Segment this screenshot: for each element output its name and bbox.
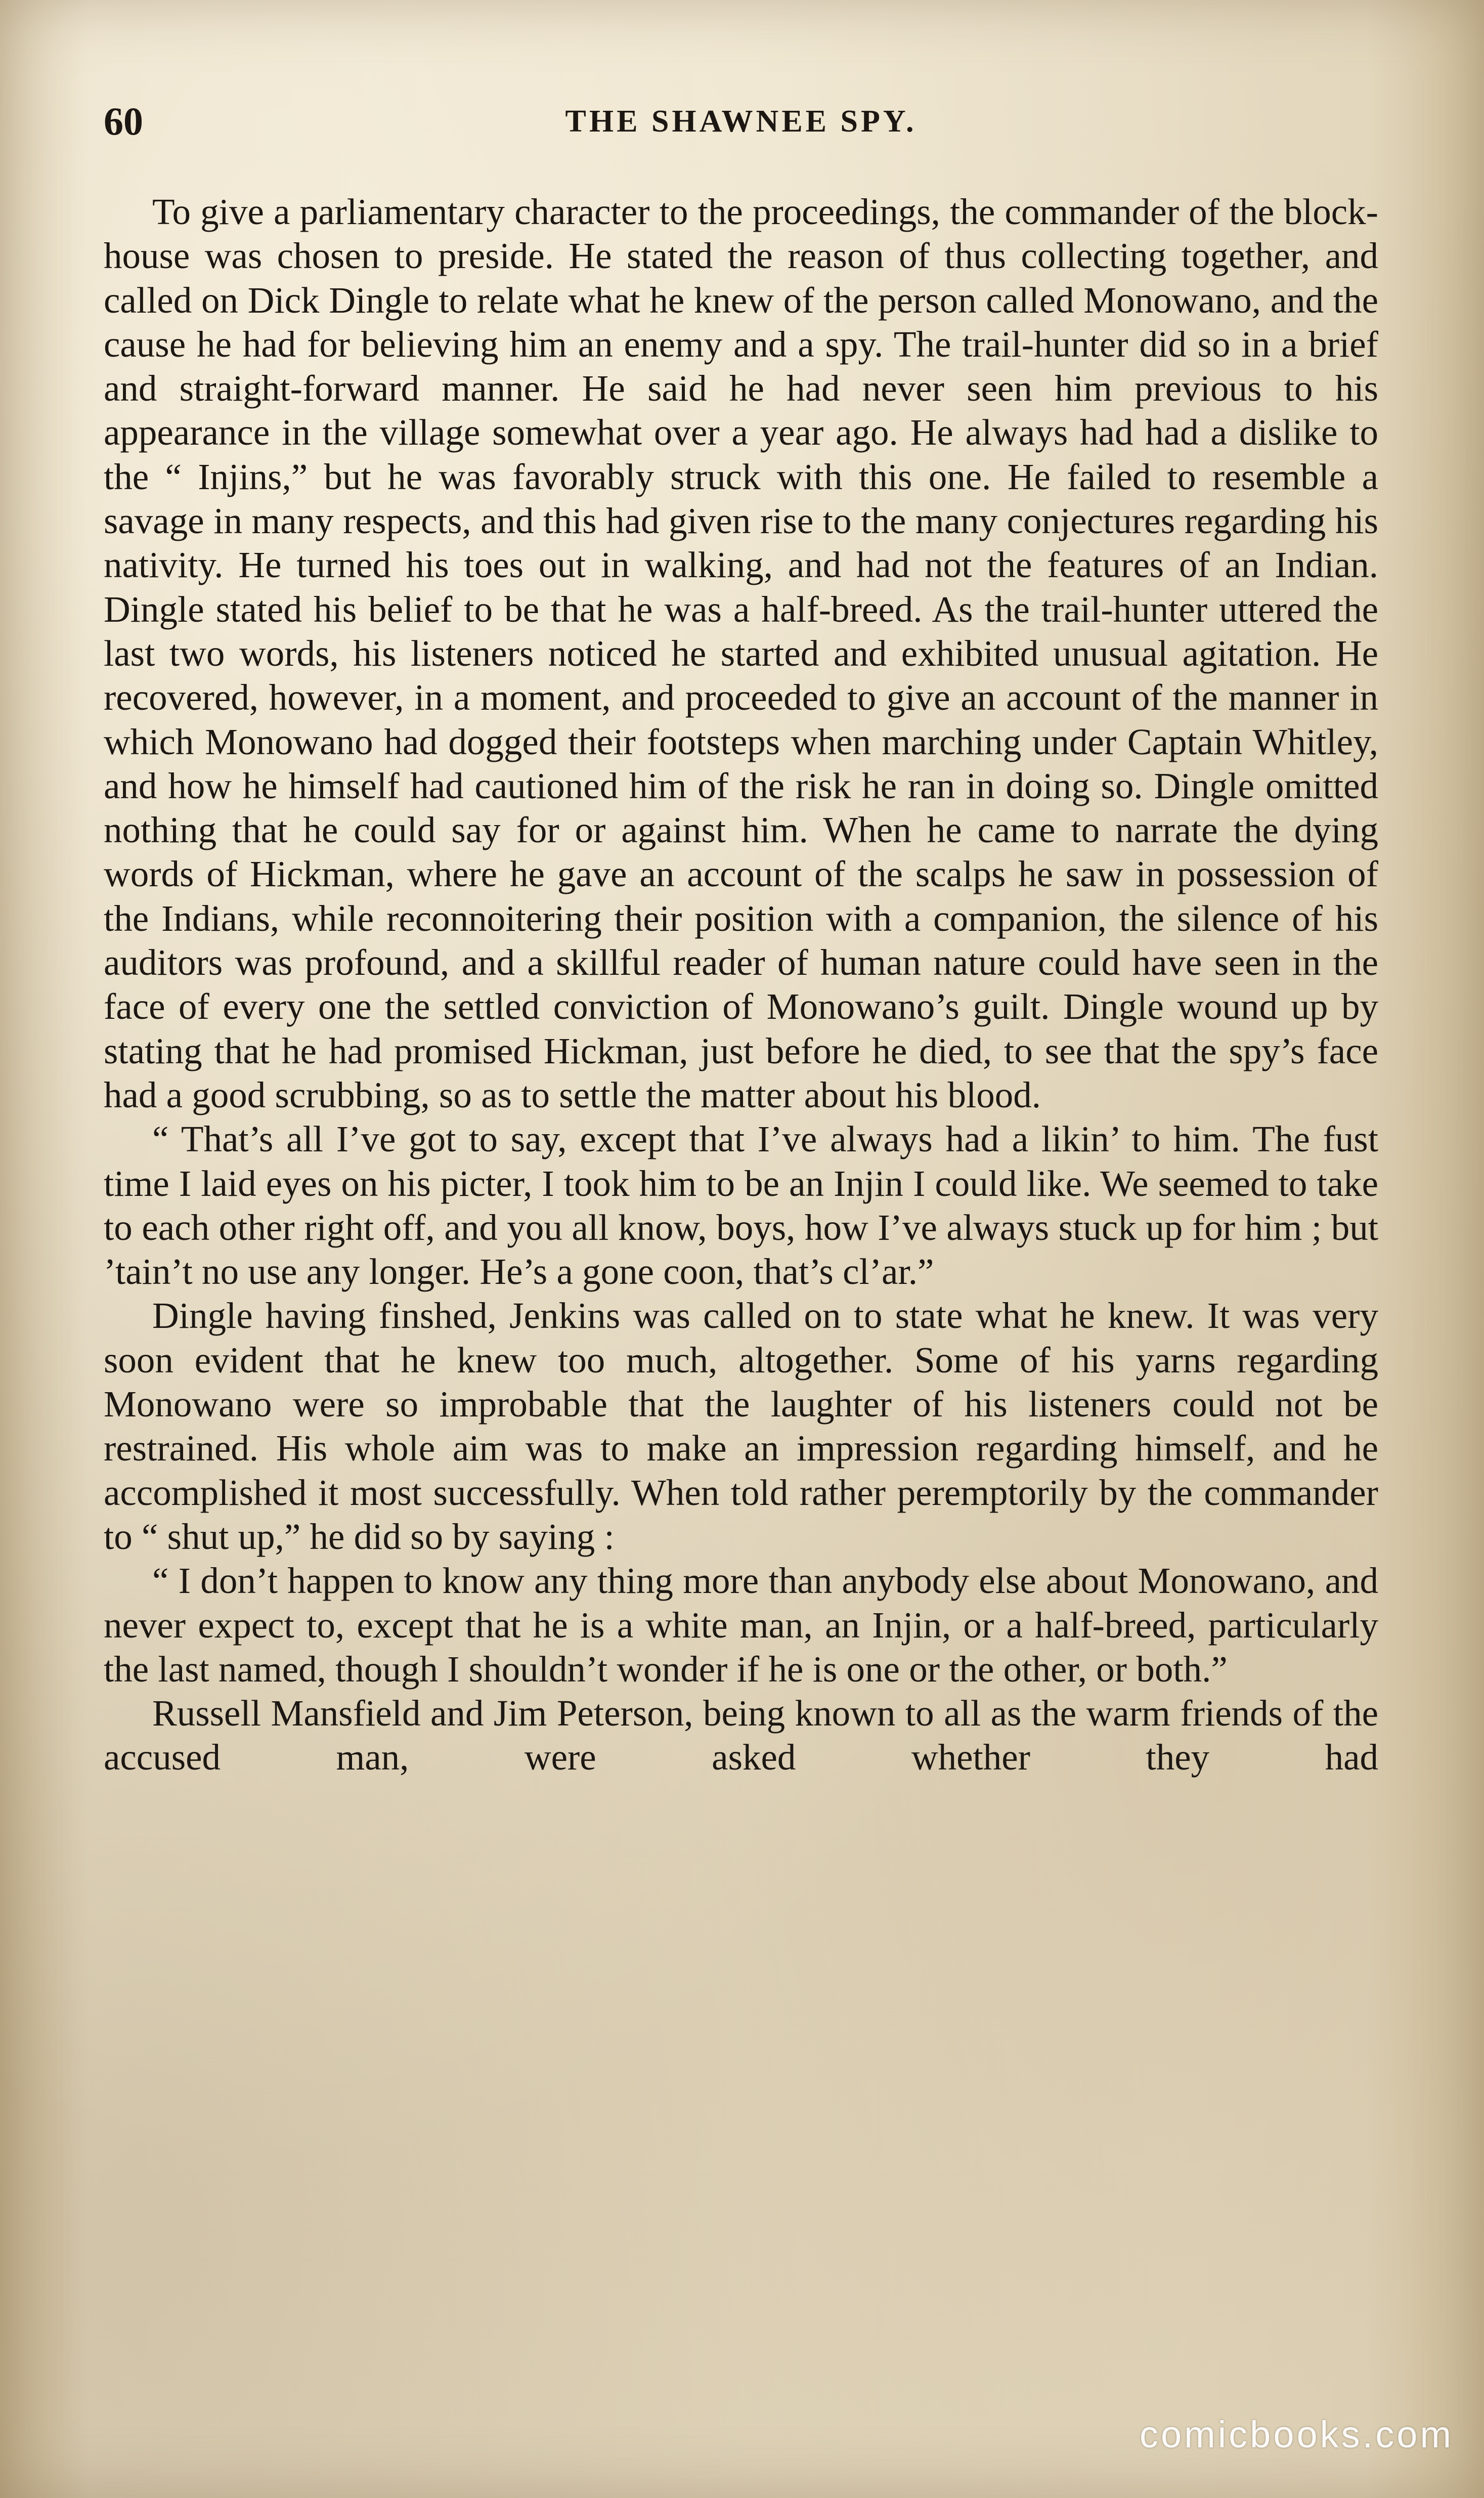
page-header <box>104 99 1378 144</box>
paragraph-4: “ I don’t happen to know any thing more than anybody else about Monowano, and never expect to, except that he is a white man, an Injin, or a half-breed, particularly the last named, though I shouldn’t wonder if he is one or the other, or both.” <box>104 1560 1378 1690</box>
paragraph-2: “ That’s all I’ve got to say, except that I’ve always had a likin’ to him. The fust time I laid eyes on his picter, I took him to be an Injin I could like. We seemed to take to each other right off, and you all know, boys, how I’ve always stuck up for him ; but ’tain’t no use any longer. He’s a gone coon, that’s cl’ar.” <box>104 1118 1378 1293</box>
page-number: 60 <box>104 99 143 143</box>
running-title: THE SHAWNEE SPY. <box>565 104 917 139</box>
paragraph-1: To give a parliamentary character to the proceedings, the commander of the block-house was chosen to preside. He stated the reason of thus collecting together, and called on Dick Dingle to relate what he knew of the person called Monowano, and the cause he had for believing him an enemy and a spy. The trail-hunter did so in a brief and straight-forward manner. He said he had never seen him previous to his appearance in the village somewhat over a year ago. He always had had a dislike to the “ Injins,” but he was favorably struck with this one. He failed to resemble a savage in many respects, and this had given rise to the many conjectures regarding his nativity. He turned his toes out in walking, and had not the features of an Indian. Dingle stated his belief to be that he was a half-breed. As the trail-hunter uttered the last two words, his listeners noticed he started and exhibited unusual agitation. He recovered, however, in a moment, and proceeded to give an account of the manner in which Monowano had dogged their footsteps when marching under Captain Whitley, and how he himself had cautioned him of the risk he ran in doing so. Dingle omitted nothing that he could say for or against him. When he came to narrate the dying words of Hickman, where he gave an account of the scalps he saw in possession of the Indians, while reconnoitering their position with a companion, the silence of his auditors was profound, and a skillful reader of human nature could have seen in the face of every one the settled conviction of Monowano’s guilt. Dingle wound up by stating that he had promised Hickman, just before he died, to see that the spy’s face had a good scrubbing, so as to settle the matter about his blood. <box>104 191 1378 1115</box>
watermark: comicbooks.com <box>1139 2414 1454 2456</box>
paragraph-3: Dingle having finshed, Jenkins was called on to state what he knew. It was very soon evident that he knew too much, altogether. Some of his yarns regarding Monowano were so improbable that the laughter of his listeners could not be restrained. His whole aim was to make an impression regarding himself, and he accomplished it most successfully. When told rather peremptorily by the commander to “ shut up,” he did so by saying : <box>104 1295 1378 1557</box>
paragraph-5: Russell Mansfield and Jim Peterson, being known to all as the warm friends of the accused man, were asked whether they had <box>104 1693 1378 1778</box>
body-text <box>104 190 1378 1780</box>
